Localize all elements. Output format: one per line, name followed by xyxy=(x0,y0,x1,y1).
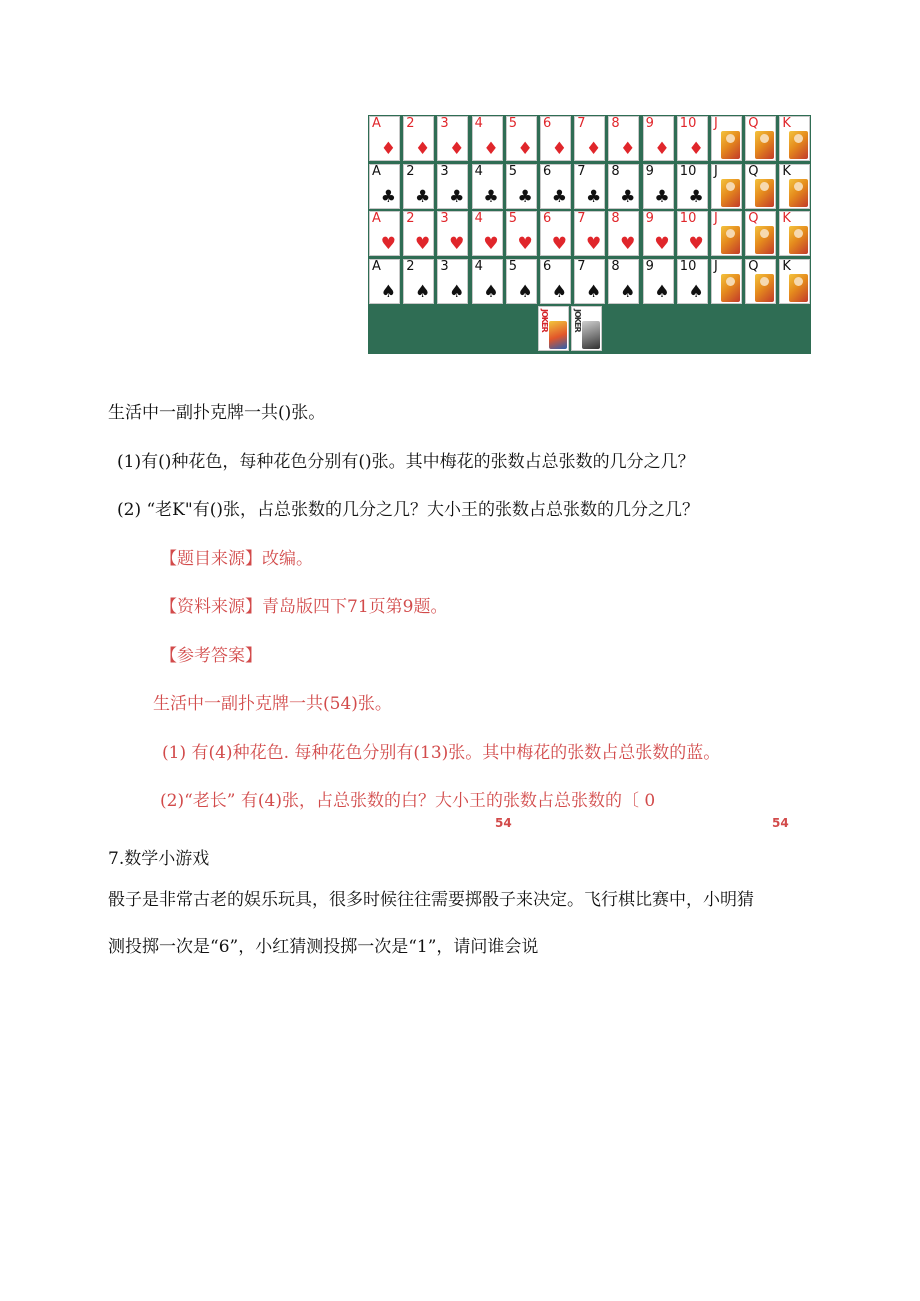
playing-card xyxy=(472,259,503,304)
playing-card xyxy=(540,211,571,256)
club-icon: ♣ xyxy=(414,186,431,207)
section-7-line-1: 骰子是非常古老的娱乐玩具，很多时候往往需要掷骰子来决定。飞行棋比赛中，小明猜 xyxy=(108,890,754,910)
card-rank: 5 xyxy=(508,211,518,226)
playing-card xyxy=(403,211,434,256)
diamond-icon: ♦ xyxy=(483,139,499,159)
card-rank: 10 xyxy=(679,211,697,226)
card-rank: 3 xyxy=(440,163,449,179)
answer-heading: 【参考答案】 xyxy=(160,646,262,666)
playing-card xyxy=(643,259,674,304)
card-rank: 9 xyxy=(645,116,654,131)
joker-portrait xyxy=(582,321,600,349)
card-rank: 5 xyxy=(508,116,518,131)
question-2: (2) “老K"有()张，占总张数的几分之几？大小王的张数占总张数的几分之几？ xyxy=(117,500,699,520)
card-rank: 9 xyxy=(645,163,654,179)
club-icon: ♣ xyxy=(449,186,465,207)
diamond-icon: ♦ xyxy=(620,139,636,159)
fraction-denominator-1: 54 xyxy=(495,816,512,830)
face-card-portrait xyxy=(721,131,740,159)
card-rank: 7 xyxy=(577,258,586,274)
playing-card xyxy=(506,116,537,161)
card-rank: 8 xyxy=(611,258,620,274)
spade-icon: ♠ xyxy=(654,281,670,302)
playing-cards-figure xyxy=(368,115,811,354)
card-rank: J xyxy=(714,116,718,131)
answer-intro: 生活中一副扑克牌一共(54)张。 xyxy=(153,694,392,714)
playing-card xyxy=(506,211,537,256)
playing-card xyxy=(643,211,674,256)
diamond-icon: ♦ xyxy=(585,139,602,159)
card-rank: 6 xyxy=(543,211,552,226)
face-card-portrait xyxy=(721,226,740,254)
playing-card xyxy=(540,116,571,161)
playing-card xyxy=(745,164,776,209)
joker-portrait xyxy=(549,321,567,349)
face-card-portrait xyxy=(789,179,808,207)
spade-icon: ♠ xyxy=(551,281,567,302)
card-rank: 2 xyxy=(406,163,415,179)
playing-card xyxy=(369,116,400,161)
playing-card xyxy=(437,116,468,161)
card-rank: 8 xyxy=(611,163,620,179)
diamond-icon: ♦ xyxy=(654,139,670,159)
card-rank: J xyxy=(714,258,718,274)
playing-card xyxy=(574,164,605,209)
spade-icon: ♠ xyxy=(620,281,636,302)
card-rank: 8 xyxy=(611,116,620,131)
playing-card xyxy=(540,259,571,304)
question-intro: 生活中一副扑克牌一共()张。 xyxy=(108,403,326,423)
playing-card xyxy=(506,164,537,209)
playing-card xyxy=(574,259,605,304)
playing-card xyxy=(574,211,605,256)
card-rank: K xyxy=(782,211,791,226)
card-rank: 9 xyxy=(645,211,654,226)
card-rank: K xyxy=(782,258,791,274)
material-source: 【资料来源】青岛版四下71页第9题。 xyxy=(160,597,448,617)
spade-icon: ♠ xyxy=(414,281,431,302)
card-rank: 6 xyxy=(543,163,552,179)
playing-card xyxy=(403,164,434,209)
playing-card xyxy=(745,116,776,161)
spade-icon: ♠ xyxy=(380,281,396,302)
card-rank: 4 xyxy=(474,211,483,226)
diamond-icon: ♦ xyxy=(380,139,396,159)
spade-icon: ♠ xyxy=(585,281,602,302)
heart-icon: ♥ xyxy=(551,234,567,254)
playing-card xyxy=(779,259,810,304)
source-title: 【题目来源】改编。 xyxy=(160,549,313,569)
card-rank: 3 xyxy=(440,211,449,226)
card-rank: 10 xyxy=(679,116,697,131)
playing-card xyxy=(472,164,503,209)
playing-card xyxy=(711,164,742,209)
playing-card xyxy=(779,211,810,256)
playing-card xyxy=(711,259,742,304)
card-rank: 7 xyxy=(577,211,586,226)
joker-card xyxy=(538,306,569,351)
diamond-icon: ♦ xyxy=(551,139,567,159)
card-rank: 2 xyxy=(406,116,415,131)
club-icon: ♣ xyxy=(654,186,670,207)
playing-card xyxy=(472,211,503,256)
playing-card xyxy=(608,164,639,209)
card-rank: 5 xyxy=(508,163,518,179)
playing-card xyxy=(745,259,776,304)
spade-icon: ♠ xyxy=(449,281,465,302)
fraction-denominator-2: 54 xyxy=(772,816,789,830)
club-icon: ♣ xyxy=(551,186,567,207)
heart-icon: ♥ xyxy=(483,234,499,254)
heart-icon: ♥ xyxy=(517,234,533,254)
card-rank: 8 xyxy=(611,211,620,226)
club-icon: ♣ xyxy=(483,186,499,207)
playing-card xyxy=(711,116,742,161)
card-rank: 10 xyxy=(679,258,697,274)
card-rank: J xyxy=(714,163,718,179)
playing-card xyxy=(779,116,810,161)
diamond-icon: ♦ xyxy=(517,139,533,159)
playing-card xyxy=(437,164,468,209)
club-icon: ♣ xyxy=(517,186,533,207)
playing-card xyxy=(403,259,434,304)
card-rank: J xyxy=(714,211,718,226)
card-rank: 2 xyxy=(406,211,415,226)
playing-card xyxy=(677,211,708,256)
joker-card xyxy=(571,306,602,351)
heart-icon: ♥ xyxy=(620,234,636,254)
card-rank: 2 xyxy=(406,258,415,274)
heart-icon: ♥ xyxy=(414,234,431,254)
card-rank: 3 xyxy=(440,258,449,274)
playing-card xyxy=(369,259,400,304)
face-card-portrait xyxy=(789,274,808,302)
face-card-portrait xyxy=(755,131,774,159)
diamond-icon: ♦ xyxy=(449,139,465,159)
playing-card xyxy=(608,211,639,256)
card-rank: 4 xyxy=(474,163,483,179)
spade-icon: ♠ xyxy=(483,281,499,302)
playing-card xyxy=(608,116,639,161)
spade-icon: ♠ xyxy=(517,281,533,302)
card-rank: 7 xyxy=(577,116,586,131)
club-icon: ♣ xyxy=(585,186,602,207)
playing-card xyxy=(677,116,708,161)
heart-icon: ♥ xyxy=(585,234,602,254)
card-rank: A xyxy=(372,116,381,131)
card-rank: 5 xyxy=(508,258,518,274)
diamond-icon: ♦ xyxy=(414,139,431,159)
card-rank: K xyxy=(782,163,791,179)
playing-card xyxy=(437,259,468,304)
diamond-icon: ♦ xyxy=(688,139,704,159)
club-icon: ♣ xyxy=(688,186,704,207)
playing-card xyxy=(711,211,742,256)
face-card-portrait xyxy=(721,179,740,207)
spade-icon: ♠ xyxy=(688,281,704,302)
playing-card xyxy=(643,164,674,209)
heart-icon: ♥ xyxy=(688,234,704,254)
card-rank: 6 xyxy=(543,116,552,131)
face-card-portrait xyxy=(789,226,808,254)
face-card-portrait xyxy=(721,274,740,302)
card-rank: A xyxy=(372,163,381,179)
heart-icon: ♥ xyxy=(449,234,465,254)
joker-label: JOKER xyxy=(540,309,549,332)
card-rank: Q xyxy=(748,116,759,131)
club-icon: ♣ xyxy=(620,186,636,207)
card-rank: Q xyxy=(748,258,759,274)
heart-icon: ♥ xyxy=(380,234,396,254)
face-card-portrait xyxy=(755,179,774,207)
card-rank: Q xyxy=(748,163,759,179)
playing-card xyxy=(472,116,503,161)
playing-card xyxy=(540,164,571,209)
joker-label: JOKER xyxy=(573,309,582,332)
card-rank: 3 xyxy=(440,116,449,131)
playing-card xyxy=(608,259,639,304)
face-card-portrait xyxy=(755,226,774,254)
card-rank: A xyxy=(372,211,381,226)
playing-card xyxy=(677,259,708,304)
face-card-portrait xyxy=(789,131,808,159)
card-rank: 9 xyxy=(645,258,654,274)
card-rank: Q xyxy=(748,211,759,226)
card-rank: 4 xyxy=(474,116,483,131)
face-card-portrait xyxy=(755,274,774,302)
playing-card xyxy=(437,211,468,256)
playing-card xyxy=(369,164,400,209)
answer-2: (2)“老长” 有(4)张，占总张数的白？大小王的张数占总张数的〔 0 xyxy=(160,791,656,811)
answer-1: (1) 有(4)种花色. 每种花色分别有(13)张。其中梅花的张数占总张数的蓝。 xyxy=(162,743,721,763)
card-rank: 10 xyxy=(679,163,697,179)
club-icon: ♣ xyxy=(380,186,396,207)
playing-card xyxy=(403,116,434,161)
playing-card xyxy=(506,259,537,304)
card-rank: 7 xyxy=(577,163,586,179)
playing-card xyxy=(745,211,776,256)
playing-card xyxy=(369,211,400,256)
section-7-title: 7.数学小游戏 xyxy=(108,849,210,869)
card-rank: K xyxy=(782,116,791,131)
heart-icon: ♥ xyxy=(654,234,670,254)
card-rank: 4 xyxy=(474,258,483,274)
playing-card xyxy=(677,164,708,209)
playing-card xyxy=(574,116,605,161)
playing-card xyxy=(643,116,674,161)
card-rank: A xyxy=(372,258,381,274)
section-7-line-2: 测投掷一次是“6”，小红猜测投掷一次是“1”，请问谁会说 xyxy=(108,937,539,957)
question-1: (1)有()种花色，每种花色分别有()张。其中梅花的张数占总张数的几分之几？ xyxy=(117,452,695,472)
card-rank: 6 xyxy=(543,258,552,274)
playing-card xyxy=(779,164,810,209)
